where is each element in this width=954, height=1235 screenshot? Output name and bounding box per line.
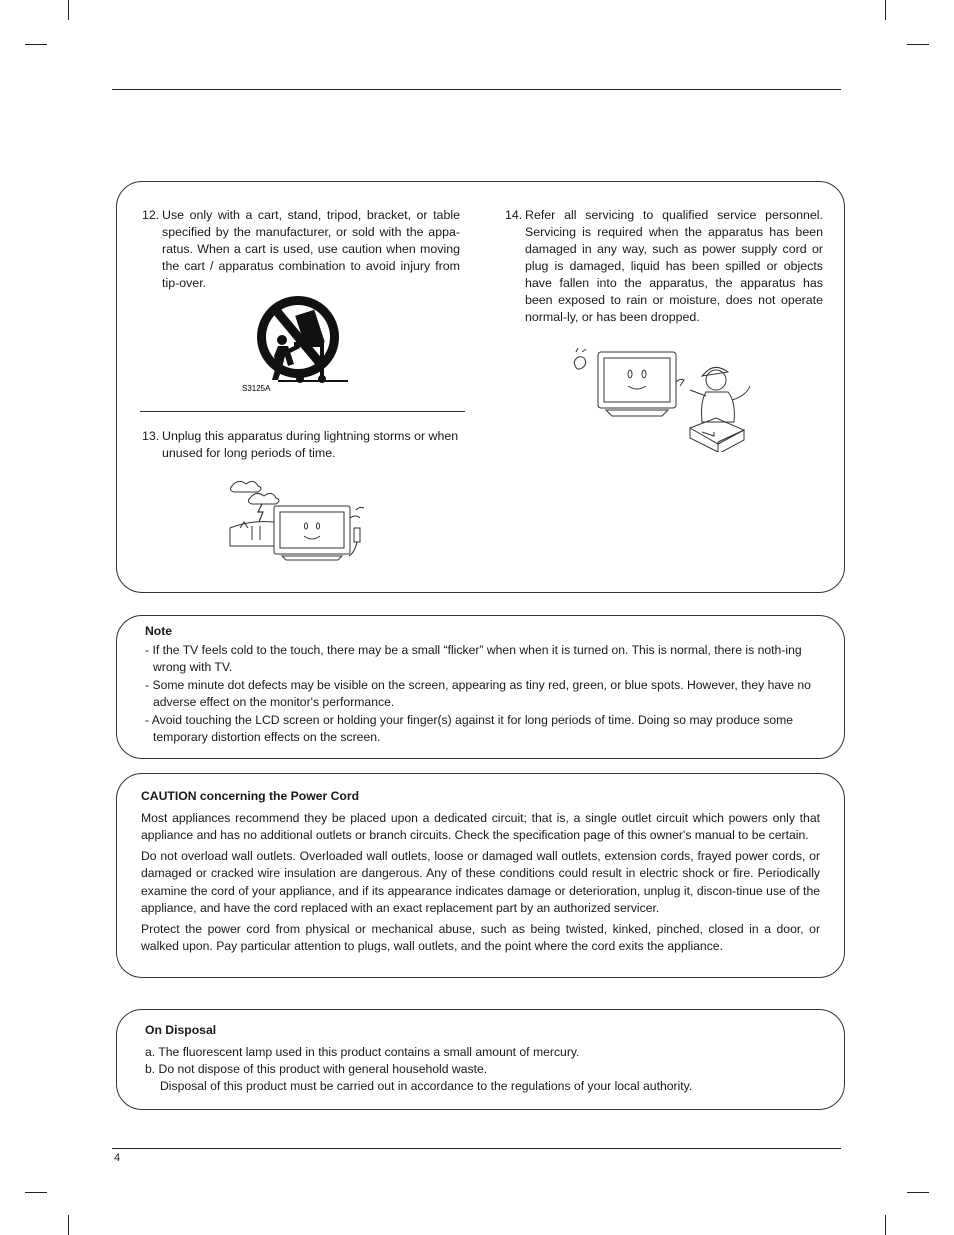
crop-mark: [25, 1192, 47, 1193]
header-rule: [112, 89, 841, 90]
instruction-12: [142, 207, 460, 292]
list-item: - Avoid touching the LCD screen or holding your finger(s) against it for long periods of time. Doing so may produce some temporary distortion effects on the screen.: [145, 712, 794, 744]
footer-rule: [112, 1148, 841, 1149]
crop-mark: [68, 1215, 69, 1235]
lightning-unplug-illustration: [228, 476, 378, 566]
crop-mark: [907, 1192, 929, 1193]
instruction-number: 12.: [142, 208, 160, 222]
caution-paragraph: Do not overload wall outlets. Overloaded wall outlets, loose or damaged wall outlets, extension cords, frayed power cords, or damaged or cracked wire insulation are dangerous. Any of these conditions could result in electric shock or fire. Periodically examine the cord of your appliance, and if its appearance indicates damage or deterioration, unplug it, discon-tinue use of the appliance, and have the cord replaced with an exact replacement part by an authorized servicer.: [141, 849, 820, 915]
instruction-text: Unplug this apparatus during lightning storms or when unused for long periods of time.: [162, 429, 459, 460]
service-technician-illustration: [566, 348, 758, 452]
crop-mark: [68, 0, 69, 20]
disposal-title: On Disposal: [145, 1023, 217, 1037]
crop-mark: [885, 1215, 886, 1235]
figure-label: S3125A: [242, 384, 271, 393]
crop-mark: [907, 44, 929, 45]
note-list: [145, 642, 815, 746]
instruction-number: 13.: [142, 429, 160, 443]
disposal-line-a: a. The fluorescent lamp used in this product contains a small amount of mercury.: [145, 1045, 580, 1059]
instruction-number: 14.: [505, 208, 523, 222]
caution-title: CAUTION concerning the Power Cord: [141, 789, 360, 803]
crop-mark: [885, 0, 886, 20]
instruction-text: Refer all servicing to qualified service personnel. Servicing is required when the apparatus has been damaged in any way, such as power supply cord or plug is damaged, liquid has been spilled or objects have fallen into the apparatus, the apparatus has been exposed to rain or moisture, does not operate normal-ly, or has been dropped.: [525, 208, 823, 324]
crop-mark: [25, 44, 47, 45]
caution-paragraph: Protect the power cord from physical or mechanical abuse, such as being twisted, kinked, pinched, closed in a door, or walked upon. Pay particular attention to plugs, wall outlets, and the point where the cord exits the appliance.: [141, 922, 820, 954]
cart-tipover-warning-icon: [238, 294, 350, 394]
instruction-13: [142, 428, 460, 462]
section-divider: [140, 411, 465, 412]
page-number: 4: [114, 1152, 121, 1164]
list-item: - If the TV feels cold to the touch, there may be a small “flicker” when when it is turned on. This is normal, there is noth-ing wrong with TV.: [145, 643, 802, 675]
note-title: Note: [145, 624, 173, 638]
disposal-line-b: b. Do not dispose of this product with general household waste.: [145, 1062, 488, 1076]
instruction-text: Use only with a cart, stand, tripod, bracket, or table specified by the manufacturer, or sold with the appa-ratus. When a cart is used, use caution when moving the cart / apparatus combination to avoid injury from tip-over.: [162, 208, 460, 290]
instruction-14: [505, 207, 823, 326]
list-item: - Some minute dot defects may be visible on the screen, appearing as tiny red, green, or blue spots. However, they have no adverse effect on the monitor's performance.: [145, 677, 811, 709]
caution-paragraph: Most appliances recommend they be placed upon a dedicated circuit; that is, a single outlet circuit which powers only that appliance and has no additional outlets or branch circuits. Check the specification page of this owner's manual to be certain.: [141, 811, 820, 843]
disposal-line-b-detail: Disposal of this product must be carried out in accordance to the regulations of your local authority.: [160, 1079, 693, 1093]
